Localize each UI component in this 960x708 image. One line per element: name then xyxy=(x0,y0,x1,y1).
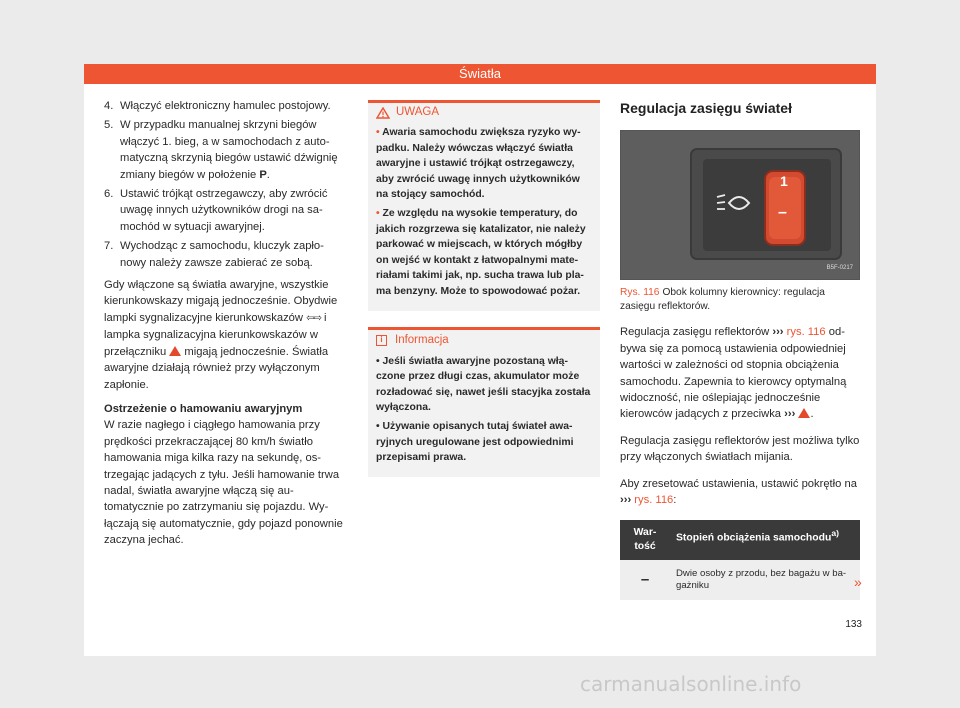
info-icon: i xyxy=(376,335,387,346)
figure-link[interactable]: rys. 116 xyxy=(786,326,826,339)
headlight-dial-illustration xyxy=(621,131,859,279)
figure-link[interactable]: rys. 116 xyxy=(634,494,674,507)
warning-box xyxy=(368,100,600,311)
column-header-value: Wartość xyxy=(620,520,670,560)
emergency-braking-paragraph: W razie nagłego i ciągłego hamowania przy prędkości przekraczającej 80 km/h światło hamowania miga kilka razy na sekundę, ostrzegając jadących z tyłu. Jeśli hamowanie trwa nadal, światła awaryjne włączą się automatycznie po zatrzymaniu się pojazdu. Wyłączają się automatycznie, gdy pojazd ponownie zaczyna jechać. xyxy=(104,419,343,547)
warning-item: • Ze względu na wysokie temperatury, do jakich rozgrzewa się katalizator, nie należy parkować w miejscach, w których mógłby on wejść w kontakt z łatwopalnymi materiałami takimi jak, np. sucha trawa lub plama benzyny. Może to spowodować pożar. xyxy=(376,207,586,297)
dial-plus-label: 1 xyxy=(780,173,788,190)
watermark: carmanualsonline.info xyxy=(580,672,802,696)
list-item: 7. Wychodząc z samochodu, kluczyk zapłonowy należy zawsze zabierać ze sobą. xyxy=(104,240,324,269)
low-beam-paragraph: Regulacja zasięgu reflektorów jest możliwa tylko przy włączonych światłach mijania. xyxy=(620,434,860,464)
reset-paragraph: Aby zresetować ustawienia, ustawić pokrętło na ››› rys. 116: xyxy=(620,477,857,507)
load-table xyxy=(620,520,860,600)
dial-minus-label: – xyxy=(778,204,787,222)
info-header xyxy=(368,330,600,352)
right-column xyxy=(620,100,860,600)
range-paragraph: Regulacja zasięgu reflektorów ››› rys. 116 odbywa się za pomocą ustawienia odpowiedniej wartości w zależności od stopnia obciążenia samochodu. Zapewnia to kierowcy optymalną widoczność, nie oślepiając jednocześnie kierowców jadących z przeciwka ››› . xyxy=(620,326,847,421)
info-item: • Jeśli światła awaryjne pozostaną włączone przez długi czas, akumulator może rozładować się, nawet jeśli stacyjka została wyłączona. xyxy=(376,355,591,414)
table-header-row xyxy=(620,520,860,560)
warning-item: • Awaria samochodu zwiększa ryzyko wypadku. Należy wówczas włączyć światła awaryjne i ustawić trójkąt ostrzegawczy, aby zwrócić uwagę innych użytkowników na stojący samochód. xyxy=(376,127,581,201)
warning-header xyxy=(368,103,600,123)
warning-triangle-icon xyxy=(798,408,810,418)
page-number: 133 xyxy=(845,619,862,630)
turn-signal-icon: ⇦⇨ xyxy=(306,312,321,324)
warning-title: UWAGA xyxy=(396,106,440,119)
info-item: • Używanie opisanych tutaj świateł awaryjnych uregulowane jest odpowiednimi przepisami prawa. xyxy=(376,420,574,464)
manual-page xyxy=(84,64,876,656)
list-item: 4. Włączyć elektroniczny hamulec postojowy. xyxy=(104,100,331,112)
headlight-range-figure xyxy=(620,130,860,280)
section-title: Regulacja zasięgu świateł xyxy=(620,100,792,116)
list-item: 6. Ustawić trójkąt ostrzegawczy, aby zwrócić uwagę innych użytkowników drogi na samochód w sytuacji awaryjnej. xyxy=(104,188,328,233)
info-title: Informacja xyxy=(395,333,449,346)
table-row: – Dwie osoby z przodu, bez bagażu w bagażniku xyxy=(620,560,860,600)
middle-column xyxy=(368,100,600,477)
figure-caption: Rys. 116 Obok kolumny kierownicy: regulacja zasięgu reflektorów. xyxy=(620,287,825,313)
section-subheading: Ostrzeżenie o hamowaniu awaryjnym xyxy=(104,402,303,415)
list-item: 5. W przypadku manualnej skrzyni biegów włączyć 1. bieg, a w samochodach z automatyczną skrzynią biegów ustawić dźwignię zmiany biegów w położenie P. xyxy=(104,119,338,181)
steps-list xyxy=(104,98,344,271)
figure-code: B5F-0217 xyxy=(826,265,853,271)
chapter-header: Światła xyxy=(84,64,876,84)
hazard-triangle-icon xyxy=(169,346,181,356)
left-column xyxy=(104,98,344,549)
continue-mark: » xyxy=(854,574,862,590)
warning-triangle-icon xyxy=(376,107,390,119)
hazard-lights-paragraph: Gdy włączone są światła awaryjne, wszystkie kierunkowskazy migają jednocześnie. Obydwie lampki sygnalizacyjne kierunkowskazów ⇦⇨ i lampka sygnalizacyjna kierunkowskazów w przełączniku migają jednocześnie. Światła awaryjne działają również przy wyłączonym zapłonie. xyxy=(104,279,338,391)
info-box xyxy=(368,327,600,477)
column-header-load: Stopień obciążenia samochodu$^{a)}$ xyxy=(670,520,860,560)
